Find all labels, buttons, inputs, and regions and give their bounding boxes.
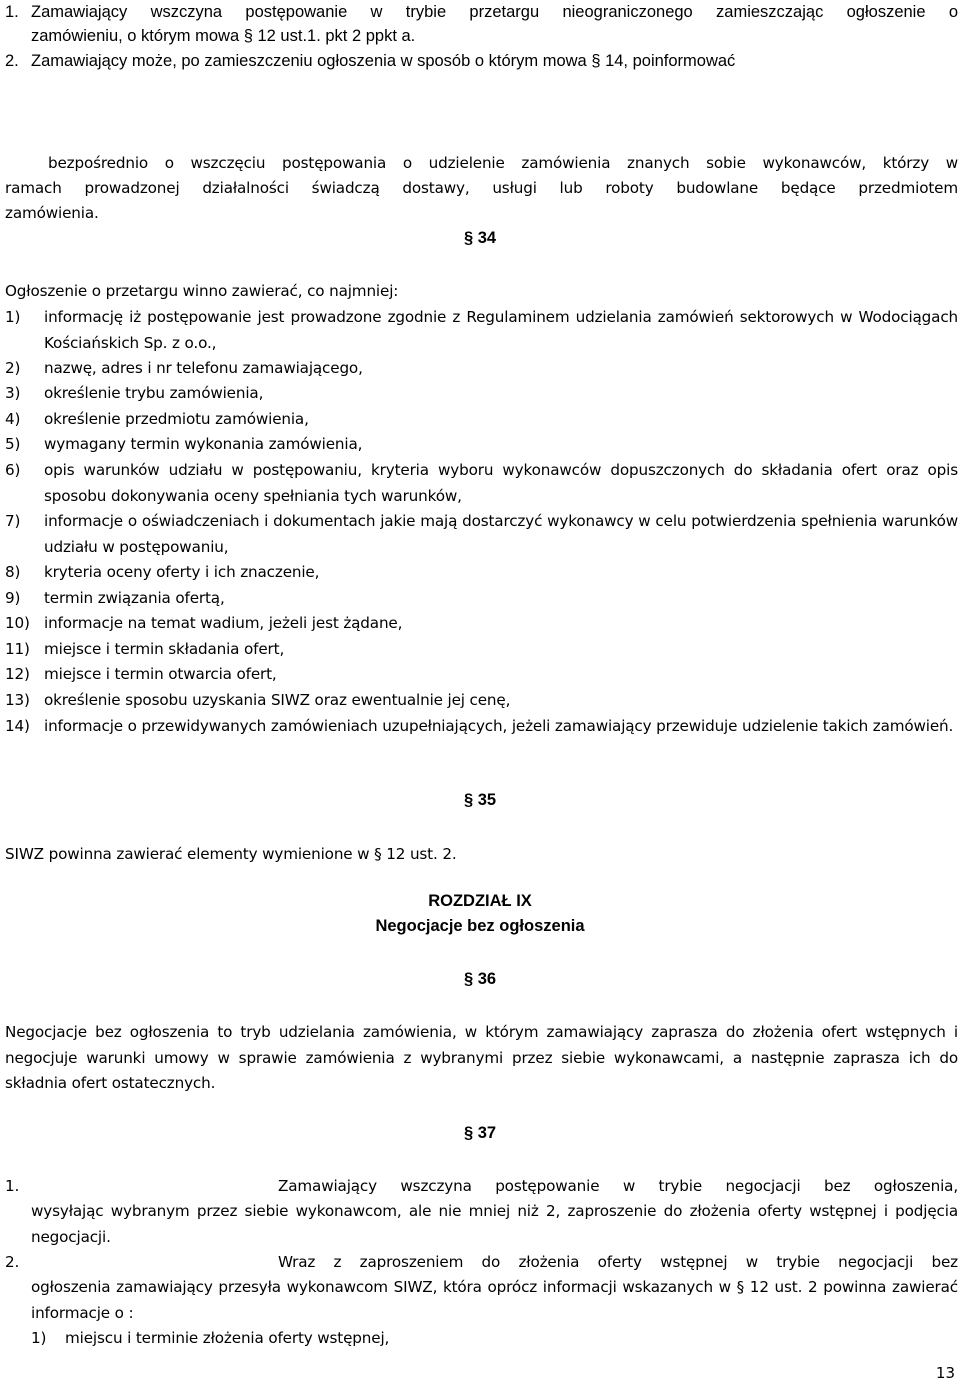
section-37-p1-rest: wysyłając wybranym przez siebie wykonawcom, ale nie mniej niż 2, zaproszenie do złożenia oferty wstępnej i podjęcia negocjacji. [31,1202,958,1246]
list-item-number: 3) [5,384,21,402]
list-item-text: informacje o przewidywanych zamówieniach uzupełniających, jeżeli zamawiający przewiduje udzielenie takich zamówień. [44,717,954,735]
section-37-p2-rest: ogłoszenia zamawiający przesyła wykonawcom SIWZ, która oprócz informacji wskazanych w § 12 ust. 2 powinna zawierać informacje o : [31,1278,958,1322]
paragraph-1-line-1: Zamawiający wszczyna postępowanie w trybie przetargu nieograniczonego zamieszczając ogłoszenie o [31,3,958,21]
paragraph-1-line-2: zamówieniu, o którym mowa § 12 ust.1. pkt 2 ppkt a. [31,27,416,45]
list-item-number: 9) [5,589,21,607]
list-item-text: informacje o oświadczeniach i dokumentach jakie mają dostarczyć wykonawcy w celu potwierdzenia spełnienia warunków udziału w postępowaniu, [44,512,958,556]
section-37-sub1-text: miejscu i terminie złożenia oferty wstępnej, [65,1329,390,1347]
list-item-number: 13) [5,691,30,709]
list-item-number: 4) [5,410,21,428]
list-item-number: 11) [5,640,30,658]
list-item-number: 12) [5,665,30,683]
list-item-text: miejsce i termin składania ofert, [44,640,285,658]
list-item-text: informacje na temat wadium, jeżeli jest żądane, [44,614,403,632]
list-item-text: termin związania ofertą, [44,589,225,607]
section-37-sub1-number: 1) [31,1329,47,1347]
list-item-number: 8) [5,563,21,581]
continuation-line-2: ramach prowadzonej działalności świadczą dostawy, usługi lub roboty budowlane będące przedmiotem [5,179,958,197]
section-36-text: Negocjacje bez ogłoszenia to tryb udzielania zamówienia, w którym zamawiający zaprasza do złożenia ofert wstępnych i negocjuje warunki umowy w sprawie zamówienia z wybranymi przez siebie wykonawcami, a następnie zaprasza ich do składnia ofert ostatecznych. [5,1023,958,1092]
page-number: 13 [935,1364,955,1382]
chapter-subtitle: Negocjacje bez ogłoszenia [375,917,585,935]
list-item-number: 14) [5,717,30,735]
paragraph-2-line-1: Zamawiający może, po zamieszczeniu ogłoszenia w sposób o którym mowa § 14, poinformować [31,52,736,70]
list-item-text: opis warunków udziału w postępowaniu, kryteria wyboru wykonawców dopuszczonych do składania ofert oraz opis sposobu dokonywania oceny spełniania tych warunków, [44,461,958,505]
section-36-heading: § 36 [464,970,497,988]
list-item-text: informację iż postępowanie jest prowadzone zgodnie z Regulaminem udzielania zamówień sektorowych w Wodociągach Kościańskich Sp. z o.o., [44,308,958,352]
section-37-p1-number: 1. [5,1177,20,1195]
paragraph-1-number: 1. [5,3,19,21]
list-item-text: określenie przedmiotu zamówienia, [44,410,309,428]
section-37-p2-number: 2. [5,1253,20,1271]
list-item-number: 2) [5,359,21,377]
section-35-text: SIWZ powinna zawierać elementy wymienione w § 12 ust. 2. [5,845,457,863]
list-item-text: nazwę, adres i nr telefonu zamawiającego, [44,359,363,377]
list-item-text: określenie sposobu uzyskania SIWZ oraz ewentualnie jej cenę, [44,691,511,709]
continuation-line-1: bezpośrednio o wszczęciu postępowania o udzielenie zamówienia znanych sobie wykonawców, którzy w [48,154,958,172]
list-item-number: 6) [5,461,21,479]
list-item-number: 5) [5,435,21,453]
chapter-title: ROZDZIAŁ IX [428,892,532,910]
list-item-text: określenie trybu zamówienia, [44,384,264,402]
list-item-number: 7) [5,512,21,530]
list-item-text: kryteria oceny oferty i ich znaczenie, [44,563,320,581]
list-item-text: miejsce i termin otwarcia ofert, [44,665,277,683]
section-35-heading: § 35 [464,791,497,809]
list-item-text: wymagany termin wykonania zamówienia, [44,435,363,453]
section-37-p2-first-line: Wraz z zaproszeniem do złożenia oferty wstępnej w trybie negocjacji bez [278,1253,958,1271]
list-item-number: 1) [5,308,21,326]
paragraph-2-number: 2. [5,52,19,70]
continuation-line-3: zamówienia. [5,204,99,222]
section-37-p1-first-line: Zamawiający wszczyna postępowanie w trybie negocjacji bez ogłoszenia, [278,1177,958,1195]
list-item-number: 10) [5,614,30,632]
section-37-heading: § 37 [464,1124,497,1142]
section-34-intro: Ogłoszenie o przetargu winno zawierać, co najmniej: [5,282,399,300]
section-34-heading: § 34 [464,229,497,247]
